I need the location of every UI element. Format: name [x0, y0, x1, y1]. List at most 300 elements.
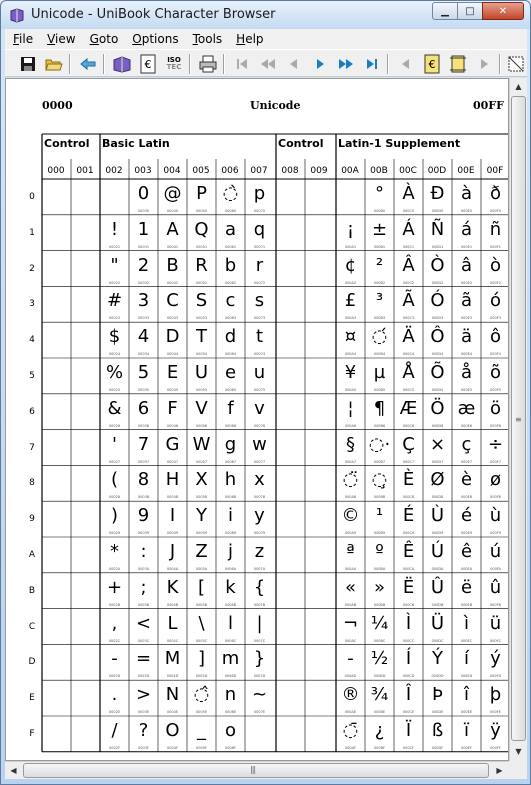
glyph-cell[interactable] — [216, 394, 245, 430]
glyph-cell[interactable] — [129, 501, 158, 537]
rewind-button[interactable] — [257, 53, 279, 75]
glyph-cell[interactable] — [452, 358, 481, 394]
glyph-cell[interactable] — [100, 430, 129, 466]
glyph: | — [256, 612, 263, 634]
code-point-label: 0003B — [137, 602, 150, 607]
glyph-cell[interactable] — [452, 286, 481, 322]
glyph-cell[interactable] — [158, 179, 187, 215]
previous-block-button[interactable] — [395, 53, 417, 75]
glyph-cell[interactable] — [129, 394, 158, 430]
glyph-cell[interactable] — [216, 286, 245, 322]
glyph-cell[interactable] — [216, 644, 245, 680]
glyph-cell[interactable] — [187, 215, 216, 251]
menu-options[interactable]: Options — [132, 32, 179, 46]
glyph-cell[interactable] — [452, 251, 481, 287]
glyph-cell[interactable] — [158, 501, 187, 537]
glyph-cell[interactable] — [187, 537, 216, 573]
glyph-cell[interactable] — [187, 179, 216, 215]
glyph: 1 — [137, 218, 150, 240]
glyph-cell[interactable] — [452, 644, 481, 680]
glyph-cell[interactable] — [187, 322, 216, 358]
glyph: £ — [344, 290, 357, 312]
glyph-cell[interactable] — [129, 322, 158, 358]
glyph-cell[interactable] — [481, 430, 509, 466]
glyph-cell[interactable] — [216, 215, 245, 251]
glyph: L — [167, 612, 178, 634]
glyph-cell[interactable] — [394, 501, 423, 537]
glyph-cell[interactable] — [245, 394, 274, 430]
glyph: Ö — [430, 397, 445, 419]
glyph-cell[interactable] — [216, 465, 245, 501]
glyph-cell[interactable] — [336, 322, 365, 358]
glyph-cell[interactable] — [187, 644, 216, 680]
glyph-cell[interactable] — [187, 358, 216, 394]
code-point-label: 00024 — [108, 352, 121, 357]
glyph-cell[interactable] — [129, 358, 158, 394]
glyph-cell[interactable] — [100, 716, 129, 752]
glyph-cell[interactable] — [158, 322, 187, 358]
glyph: ® — [341, 684, 360, 706]
glyph-cell[interactable] — [394, 358, 423, 394]
glyph-cell[interactable] — [481, 501, 509, 537]
glyph-cell[interactable] — [129, 430, 158, 466]
code-point-label: 000EB — [460, 602, 473, 607]
code-point-label: 000F2 — [490, 280, 501, 285]
last-page-button[interactable] — [361, 53, 383, 75]
glyph-cell[interactable] — [158, 430, 187, 466]
code-point-label: 0004C — [166, 638, 179, 643]
glyph-cell[interactable] — [129, 537, 158, 573]
glyph-cell[interactable] — [452, 573, 481, 609]
glyph-cell[interactable] — [365, 609, 394, 645]
glyph-cell[interactable] — [365, 465, 394, 501]
glyph-cell[interactable] — [394, 680, 423, 716]
glyph-cell[interactable] — [216, 179, 245, 215]
glyph-cell[interactable] — [365, 394, 394, 430]
code-point-label: 000B8 — [373, 495, 386, 500]
book-button[interactable] — [111, 53, 133, 75]
glyph-cell[interactable] — [394, 251, 423, 287]
code-point-label: 00023 — [108, 316, 121, 321]
glyph: Ì — [405, 612, 412, 634]
glyph: Ò — [430, 254, 445, 276]
glyph-cell[interactable] — [187, 251, 216, 287]
menu-view[interactable]: View — [47, 32, 76, 46]
glyph-cell[interactable] — [336, 358, 365, 394]
glyph-cell[interactable] — [481, 358, 509, 394]
glyph-cell[interactable] — [481, 286, 509, 322]
glyph-cell[interactable] — [336, 573, 365, 609]
column-label-004: 004 — [163, 166, 181, 176]
row-label-9: 9 — [29, 514, 35, 525]
glyph-cell[interactable] — [245, 680, 274, 716]
glyph-cell[interactable] — [158, 465, 187, 501]
euro-block-button[interactable] — [421, 53, 443, 75]
glyph-cell[interactable] — [245, 358, 274, 394]
glyph-cell[interactable] — [452, 537, 481, 573]
glyph: n — [224, 684, 237, 706]
glyph-cell[interactable] — [394, 644, 423, 680]
code-point-label: 0002C — [108, 638, 121, 643]
glyph: " — [110, 254, 119, 276]
glyph-cell[interactable] — [100, 251, 129, 287]
glyph-cell[interactable] — [481, 465, 509, 501]
glyph-cell[interactable] — [216, 573, 245, 609]
glyph: 4 — [137, 326, 150, 348]
glyph: » — [373, 576, 385, 598]
glyph-cell[interactable] — [423, 179, 452, 215]
vertical-scroll-thumb[interactable] — [511, 96, 526, 741]
glyph-cell[interactable] — [158, 680, 187, 716]
glyph-cell[interactable] — [481, 179, 509, 215]
glyph-cell[interactable] — [481, 251, 509, 287]
glyph: u — [253, 362, 266, 383]
glyph-cell[interactable] — [158, 251, 187, 287]
glyph-cell[interactable] — [365, 358, 394, 394]
code-point-label: 00026 — [108, 423, 121, 428]
glyph-cell[interactable] — [245, 609, 274, 645]
glyph-cell[interactable] — [481, 680, 509, 716]
save-button[interactable] — [17, 53, 39, 75]
glyph-cell[interactable] — [129, 716, 158, 752]
glyph-cell[interactable] — [481, 644, 509, 680]
glyph-cell[interactable] — [100, 394, 129, 430]
glyph-cell[interactable] — [365, 322, 394, 358]
glyph-cell[interactable] — [394, 179, 423, 215]
glyph-cell[interactable] — [100, 680, 129, 716]
glyph-cell[interactable] — [394, 394, 423, 430]
glyph-cell[interactable] — [452, 716, 481, 752]
glyph-cell[interactable] — [423, 716, 452, 752]
column-label-001: 001 — [76, 166, 94, 176]
glyph-cell[interactable] — [100, 609, 129, 645]
glyph-cell[interactable] — [216, 251, 245, 287]
glyph-cell[interactable] — [365, 179, 394, 215]
glyph-cell[interactable] — [158, 394, 187, 430]
glyph-cell[interactable] — [423, 465, 452, 501]
glyph-cell[interactable] — [100, 358, 129, 394]
menu-tools[interactable]: Tools — [192, 32, 223, 46]
glyph-cell[interactable] — [158, 358, 187, 394]
glyph-cell[interactable] — [452, 394, 481, 430]
next-block-button[interactable] — [473, 53, 495, 75]
glyph-cell[interactable] — [481, 322, 509, 358]
glyph-cell[interactable] — [423, 501, 452, 537]
euro-page-icon — [423, 54, 441, 74]
toolbar-separator — [69, 54, 71, 74]
glyph-cell[interactable] — [481, 537, 509, 573]
glyph-cell[interactable] — [394, 465, 423, 501]
glyph-cell[interactable] — [423, 537, 452, 573]
glyph-cell[interactable] — [365, 537, 394, 573]
glyph-cell[interactable] — [129, 465, 158, 501]
glyph-cell[interactable] — [187, 286, 216, 322]
glyph-cell[interactable] — [187, 609, 216, 645]
code-point-label: 00059 — [195, 531, 208, 536]
glyph-cell[interactable] — [452, 430, 481, 466]
glyph-cell[interactable] — [365, 215, 394, 251]
glyph-cell[interactable] — [187, 501, 216, 537]
column-label-007: 007 — [250, 166, 268, 176]
glyph: O — [165, 720, 180, 741]
glyph-cell[interactable] — [100, 465, 129, 501]
glyph: r — [255, 254, 264, 276]
glyph-cell[interactable] — [365, 680, 394, 716]
glyph-cell[interactable] — [336, 215, 365, 251]
glyph-cell[interactable] — [245, 465, 274, 501]
code-point-label: 000DF — [431, 746, 444, 750]
row-label-B: B — [28, 585, 36, 596]
glyph-cell[interactable] — [245, 537, 274, 573]
code-point-label: 000C8 — [402, 495, 415, 500]
code-point-label: 000CD — [402, 674, 415, 679]
glyph: F — [167, 397, 178, 419]
code-point-label: 0006F — [225, 746, 236, 750]
glyph: + — [106, 576, 123, 598]
glyph-cell[interactable] — [129, 215, 158, 251]
glyph-cell[interactable] — [336, 644, 365, 680]
glyph-cell[interactable] — [423, 430, 452, 466]
glyph: b — [224, 254, 237, 276]
code-point-label: 00040 — [166, 209, 179, 213]
glyph-cell[interactable] — [100, 644, 129, 680]
code-point-label: 00067 — [224, 459, 237, 464]
code-point-label: 00043 — [166, 316, 179, 321]
code-point-label: 00057 — [195, 459, 208, 464]
glyph: ¿ — [374, 720, 385, 741]
glyph-cell[interactable] — [216, 537, 245, 573]
minimize-button[interactable] — [432, 2, 458, 20]
glyph-cell[interactable] — [394, 322, 423, 358]
glyph-cell[interactable] — [394, 430, 423, 466]
glyph: þ — [489, 684, 502, 706]
glyph-cell[interactable] — [187, 716, 216, 752]
glyph-cell[interactable] — [245, 286, 274, 322]
glyph-cell[interactable] — [336, 609, 365, 645]
code-point-label: 000F9 — [490, 531, 501, 536]
glyph-cell[interactable] — [336, 537, 365, 573]
glyph-cell[interactable] — [481, 573, 509, 609]
glyph: . — [111, 684, 118, 706]
glyph: ª — [346, 541, 355, 562]
code-point-label: 00056 — [195, 423, 208, 428]
glyph-cell[interactable] — [423, 609, 452, 645]
glyph-cell[interactable] — [158, 609, 187, 645]
glyph-cell[interactable] — [423, 358, 452, 394]
glyph-cell[interactable] — [216, 322, 245, 358]
glyph-cell[interactable] — [158, 286, 187, 322]
open-button[interactable] — [43, 53, 65, 75]
glyph-cell[interactable] — [336, 286, 365, 322]
glyph-cell[interactable] — [129, 644, 158, 680]
glyph-cell[interactable] — [100, 322, 129, 358]
scroll-down-icon[interactable]: ▼ — [515, 747, 522, 756]
title-bar[interactable] — [1, 1, 530, 29]
glyph-cell[interactable] — [245, 501, 274, 537]
glyph-cell[interactable] — [158, 644, 187, 680]
glyph-cell[interactable] — [245, 573, 274, 609]
print-button[interactable] — [197, 53, 219, 75]
code-point-label: 0007D — [253, 674, 266, 679]
glyph-cell[interactable] — [100, 215, 129, 251]
glyph-cell[interactable] — [245, 322, 274, 358]
glyph-cell[interactable] — [245, 430, 274, 466]
scroll-left-icon[interactable]: ◀ — [10, 766, 17, 775]
glyph: º — [375, 541, 384, 562]
code-point-label: 000E3 — [460, 316, 473, 321]
glyph-cell[interactable] — [129, 680, 158, 716]
glyph-cell[interactable] — [394, 215, 423, 251]
glyph-cell[interactable] — [216, 680, 245, 716]
glyph-cell[interactable] — [336, 430, 365, 466]
glyph-cell[interactable] — [394, 716, 423, 752]
euro-chart-button[interactable] — [137, 53, 159, 75]
glyph-cell[interactable] — [216, 716, 245, 752]
code-point-label: 0006C — [224, 638, 237, 643]
glyph-cell[interactable] — [423, 394, 452, 430]
glyph-cell[interactable] — [129, 179, 158, 215]
glyph-cell[interactable] — [187, 430, 216, 466]
glyph-cell[interactable] — [423, 573, 452, 609]
glyph-cell[interactable] — [365, 286, 394, 322]
glyph-cell[interactable] — [158, 716, 187, 752]
horizontal-scrollbar[interactable] — [5, 761, 509, 779]
glyph-cell[interactable] — [100, 286, 129, 322]
glyph-cell[interactable] — [452, 179, 481, 215]
glyph-cell[interactable] — [158, 537, 187, 573]
iso-button[interactable] — [163, 53, 185, 75]
glyph-cell[interactable] — [336, 251, 365, 287]
glyph: 7 — [137, 433, 150, 455]
glyph-cell[interactable] — [452, 215, 481, 251]
glyph: Í — [405, 648, 412, 670]
glyph: í — [463, 648, 469, 670]
grid-button[interactable] — [505, 53, 527, 75]
glyph-cell[interactable] — [129, 286, 158, 322]
glyph-cell[interactable] — [129, 609, 158, 645]
glyph-cell[interactable] — [100, 573, 129, 609]
toolbar — [5, 49, 527, 77]
glyph-cell[interactable] — [365, 644, 394, 680]
glyph-cell[interactable] — [394, 537, 423, 573]
glyph-cell[interactable] — [336, 501, 365, 537]
glyph-cell[interactable] — [245, 251, 274, 287]
glyph-cell[interactable] — [216, 358, 245, 394]
glyph-cell[interactable] — [245, 179, 274, 215]
column-label-005: 005 — [192, 166, 210, 176]
glyph-cell[interactable] — [365, 430, 394, 466]
glyph-cell[interactable] — [394, 573, 423, 609]
glyph-cell[interactable] — [423, 251, 452, 287]
glyph-cell[interactable] — [452, 501, 481, 537]
glyph-cell[interactable] — [394, 286, 423, 322]
scroll-up-icon[interactable]: ▲ — [515, 82, 522, 91]
code-point-label: 000BA — [373, 567, 386, 571]
glyph-cell[interactable] — [452, 322, 481, 358]
horizontal-scroll-thumb[interactable] — [23, 763, 489, 778]
vertical-scrollbar[interactable] — [509, 78, 527, 761]
code-point-label: 0005C — [195, 638, 208, 643]
glyph-cell[interactable] — [481, 716, 509, 752]
glyph-cell[interactable] — [423, 286, 452, 322]
glyph-cell[interactable] — [452, 680, 481, 716]
glyph-cell[interactable] — [158, 573, 187, 609]
menu-file[interactable]: File — [13, 32, 34, 46]
glyph-cell[interactable] — [365, 501, 394, 537]
glyph-cell[interactable] — [423, 215, 452, 251]
glyph-cell[interactable] — [481, 609, 509, 645]
glyph-cell[interactable] — [187, 465, 216, 501]
glyph-cell[interactable] — [129, 251, 158, 287]
glyph-cell[interactable] — [245, 215, 274, 251]
code-point-label: 000F7 — [490, 459, 501, 464]
glyph-cell[interactable] — [216, 501, 245, 537]
column-label-009: 009 — [310, 166, 328, 176]
glyph-cell[interactable] — [365, 251, 394, 287]
glyph: ø — [489, 469, 501, 491]
maximize-button[interactable] — [457, 2, 483, 20]
menu-help[interactable]: Help — [236, 32, 264, 46]
glyph-cell[interactable] — [336, 394, 365, 430]
glyph-cell[interactable] — [100, 501, 129, 537]
previous-page-button[interactable] — [283, 53, 305, 75]
glyph-cell[interactable] — [365, 573, 394, 609]
row-label-5: 5 — [29, 371, 35, 381]
glyph-cell[interactable] — [423, 680, 452, 716]
fast-forward-button[interactable] — [335, 53, 357, 75]
glyph: é — [460, 505, 473, 527]
glyph: ) — [110, 505, 119, 527]
first-page-button[interactable] — [231, 53, 253, 75]
glyph-cell[interactable] — [129, 573, 158, 609]
column-label-008: 008 — [281, 166, 299, 176]
glyph-cell[interactable] — [394, 609, 423, 645]
glyph-cell[interactable] — [216, 609, 245, 645]
row-label-6: 6 — [29, 406, 35, 417]
fit-page-button[interactable] — [447, 53, 469, 75]
code-point-label: 000F4 — [490, 352, 501, 357]
back-button[interactable] — [77, 53, 99, 75]
glyph-cell[interactable] — [216, 430, 245, 466]
menu-goto[interactable]: Goto — [89, 32, 119, 46]
glyph-cell[interactable] — [336, 465, 365, 501]
glyph-cell[interactable] — [481, 215, 509, 251]
glyph-cell[interactable] — [365, 716, 394, 752]
close-button[interactable] — [482, 2, 524, 20]
glyph-cell[interactable] — [187, 680, 216, 716]
scroll-right-icon[interactable]: ▶ — [496, 766, 503, 775]
glyph: ñ — [489, 218, 502, 240]
glyph-cell[interactable] — [187, 394, 216, 430]
chart-page[interactable] — [5, 78, 509, 761]
glyph-cell[interactable] — [100, 537, 129, 573]
code-point-label: 0002A — [108, 567, 121, 571]
glyph-cell[interactable] — [481, 394, 509, 430]
glyph-cell[interactable] — [423, 322, 452, 358]
glyph-cell[interactable] — [245, 644, 274, 680]
glyph-cell[interactable] — [187, 573, 216, 609]
size-grip[interactable] — [509, 761, 527, 779]
minimize-icon: ▁ — [441, 5, 449, 17]
glyph-cell[interactable] — [158, 215, 187, 251]
glyph: k — [225, 576, 236, 598]
next-page-button[interactable] — [309, 53, 331, 75]
glyph-cell[interactable] — [452, 609, 481, 645]
glyph-cell[interactable] — [423, 644, 452, 680]
glyph-cell[interactable] — [336, 680, 365, 716]
glyph-cell[interactable] — [336, 716, 365, 752]
glyph-cell[interactable] — [452, 465, 481, 501]
